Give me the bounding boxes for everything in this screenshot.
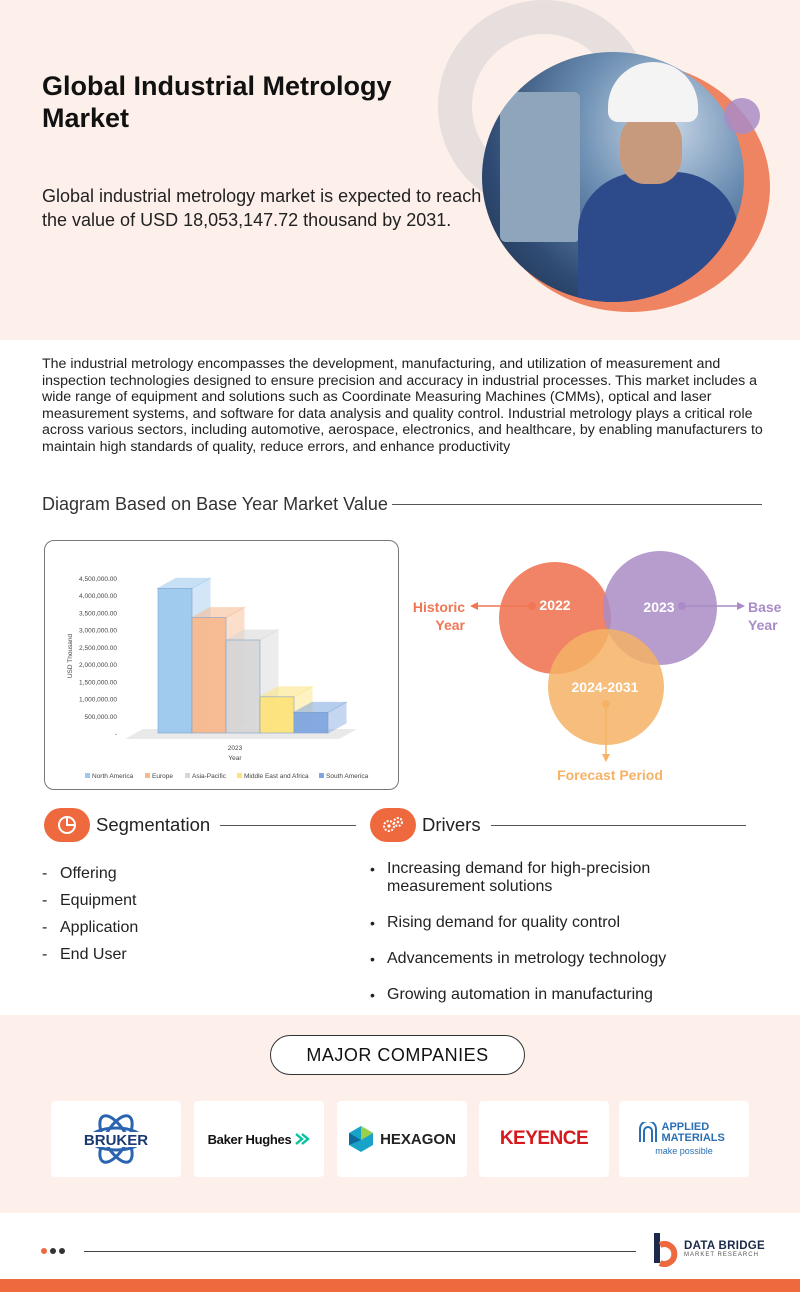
- market-summary: Global industrial metrology market is expected to reach the value of USD 18,053,147.72 thousand by 2031.: [42, 186, 482, 230]
- list-item: - Equipment: [42, 892, 137, 909]
- legend-entry: Europe: [152, 773, 173, 780]
- pagination-dots: [41, 1248, 68, 1254]
- logo-hexagon: HEXAGON: [337, 1101, 467, 1177]
- timeline-diagram: [400, 540, 800, 790]
- data-bridge-logo: [650, 1231, 765, 1267]
- forecast-arrowhead: [602, 754, 610, 762]
- list-item: • Increasing demand for high-precision measurement solutions: [370, 860, 670, 896]
- y-tick-label: 3,500,000.00: [79, 610, 117, 618]
- logo-applied-materials: APPLIED MATERIALS make possible: [619, 1101, 749, 1177]
- drivers-title: Drivers: [422, 814, 481, 835]
- segmentation-heading: [44, 808, 356, 842]
- logo-keyence: KEYENCE: [479, 1101, 609, 1177]
- legend-entry: Middle East and Africa: [244, 773, 309, 780]
- y-tick-label: 4,500,000.00: [79, 576, 117, 583]
- hero-section: [0, 0, 800, 340]
- page-title: Global Industrial Metrology Market: [42, 71, 392, 133]
- diagram-heading: [42, 493, 762, 515]
- legend-swatch: [85, 773, 90, 778]
- brand-name: DATA BRIDGE: [684, 1240, 766, 1252]
- pie-chart-icon: [44, 808, 90, 842]
- gears-icon: [370, 808, 416, 842]
- diagram-heading-label: Diagram Based on Base Year Market Value: [42, 493, 388, 514]
- legend-swatch: [319, 773, 324, 778]
- y-tick-label: 2,000,000.00: [79, 662, 117, 670]
- list-item: - Offering: [42, 865, 117, 882]
- drivers-list: [370, 860, 770, 1022]
- forecast-label: Forecast Period: [557, 767, 663, 783]
- list-item: • Advancements in metrology technology: [370, 950, 770, 968]
- legend-entry: Asia-Pacific: [192, 773, 226, 780]
- x-tick-label: 2023: [227, 745, 243, 752]
- base-arrowhead: [737, 602, 745, 610]
- list-item: • Rising demand for quality control: [370, 914, 770, 932]
- base-label-line1: Base: [748, 599, 782, 615]
- x-axis-label: Year: [228, 755, 242, 762]
- y-tick-label: 1,000,000.00: [79, 696, 117, 704]
- bar-chart: [44, 540, 399, 790]
- decorative-dot: [724, 98, 760, 134]
- list-item: • Growing automation in manufacturing: [370, 986, 770, 1004]
- y-tick-label: 3,000,000.00: [79, 627, 117, 635]
- svg-text:BRUKER: BRUKER: [83, 1132, 149, 1149]
- historic-label-line1: Historic: [412, 599, 465, 615]
- engineer-photo: [482, 52, 744, 302]
- intro-paragraph: The industrial metrology encompasses the development, manufacturing, and utilization of measurement and inspection technologies designed to ensure precision and accuracy in industrial processes. This market includes a wide range of equipment and solutions such as Coordinate Measuring Machines (CMMs), optical and laser measurement systems, and software for data analysis and quality control. Industrial metrology plays a critical role across various sectors, including automotive, aerospace, electronics, and healthcare, by enabling manufacturers to maintain high standards of quality, reduce errors, and enhance productivity: [42, 356, 763, 455]
- historic-year-value: 2022: [539, 597, 571, 613]
- bar-north-america: [158, 588, 192, 733]
- legend-entry: North America: [92, 773, 134, 780]
- companies-title: MAJOR COMPANIES: [270, 1035, 525, 1075]
- segmentation-list: [42, 860, 138, 968]
- legend-swatch: [185, 773, 190, 778]
- historic-arrowhead: [470, 602, 478, 610]
- bar-south-america: [294, 712, 328, 733]
- legend-swatch: [145, 773, 150, 778]
- drivers-heading: [370, 808, 746, 842]
- list-item: - Application: [42, 919, 139, 936]
- y-tick-label: -: [114, 731, 117, 738]
- forecast-years-value: 2024-2031: [571, 679, 639, 695]
- segmentation-title: Segmentation: [96, 814, 211, 835]
- historic-label-line2: Year: [435, 617, 465, 633]
- historic-arrow-dot: [528, 602, 536, 610]
- legend-swatch: [237, 773, 242, 778]
- logo-bruker: [51, 1101, 181, 1177]
- y-tick-label: 1,500,000.00: [79, 679, 117, 687]
- data-bridge-icon: [650, 1231, 680, 1267]
- y-tick-label: 500,000.00: [84, 713, 117, 721]
- bar-middle-east-and-africa: [260, 697, 294, 733]
- y-axis-label: USD Thousand: [67, 633, 74, 679]
- y-tick-label: 4,000,000.00: [79, 593, 117, 601]
- bar-chart-svg: [45, 541, 400, 791]
- logo-baker-hughes: Baker Hughes: [194, 1101, 324, 1177]
- y-tick-label: 2,500,000.00: [79, 644, 117, 652]
- brand-subtitle: MARKET RESEARCH: [684, 1252, 759, 1258]
- footer-bar: [0, 1279, 800, 1292]
- companies-section: [0, 1015, 800, 1213]
- list-item: - End User: [42, 946, 127, 963]
- footer: [0, 1213, 800, 1292]
- base-year-value: 2023: [643, 599, 675, 615]
- bar-asia-pacific: [226, 640, 260, 733]
- bar-europe: [192, 618, 226, 733]
- base-label-line2: Year: [748, 617, 778, 633]
- legend-entry: South America: [326, 773, 369, 780]
